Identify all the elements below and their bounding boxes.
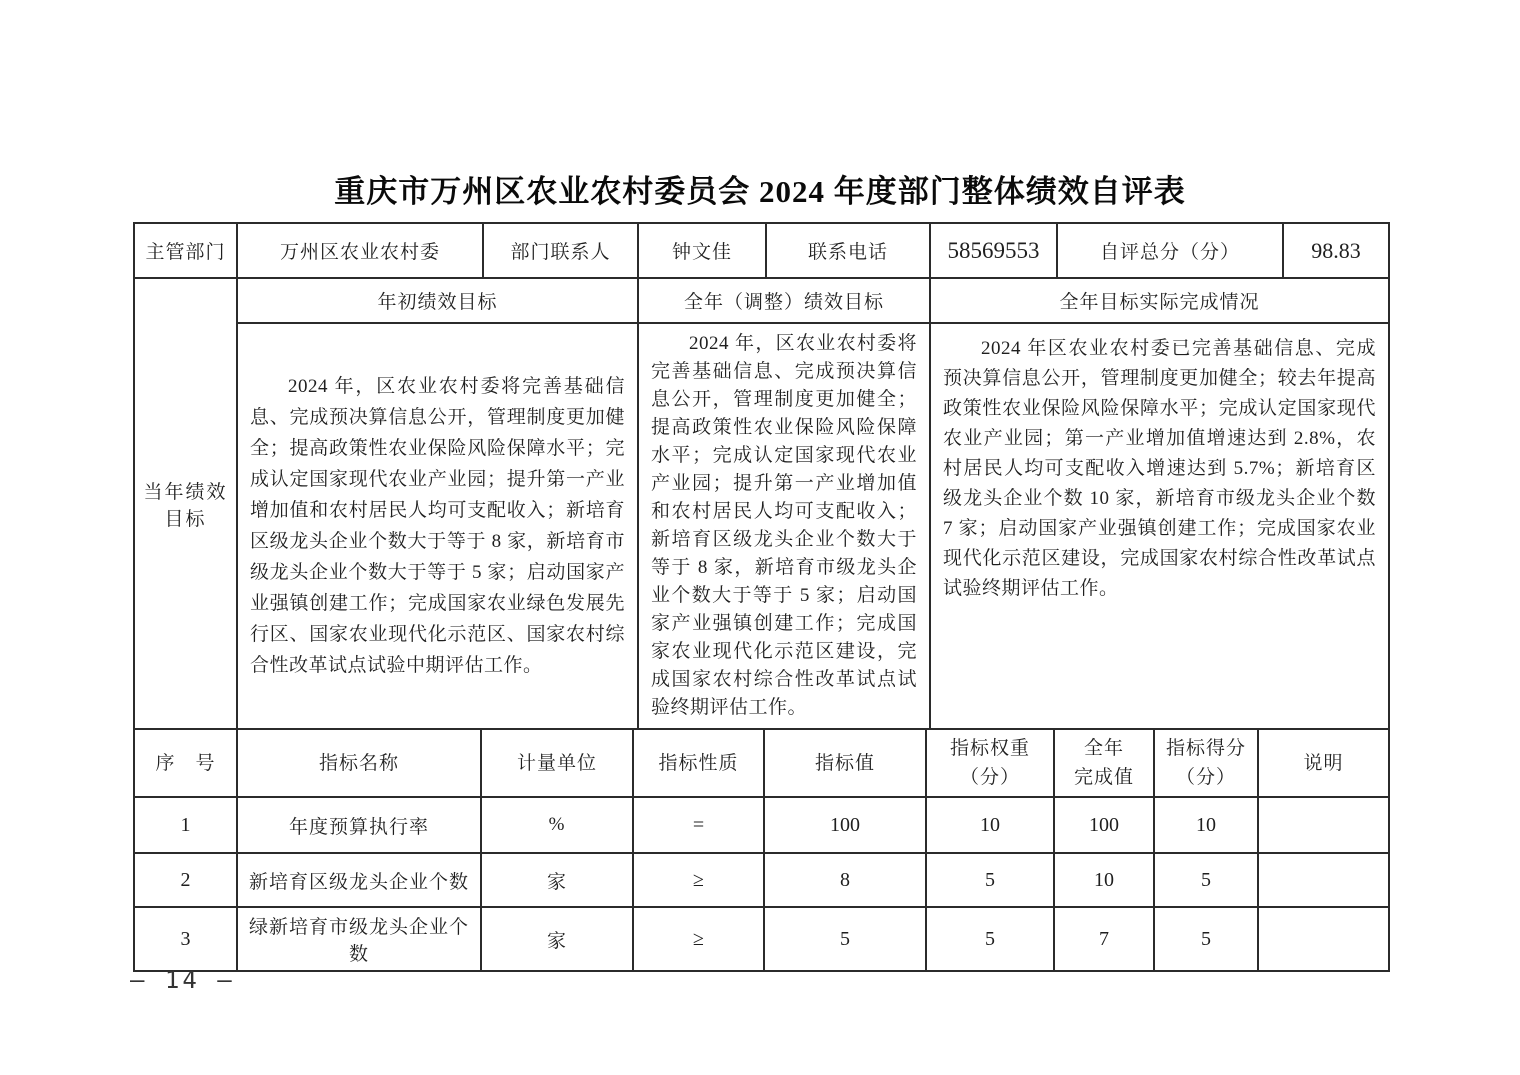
header-unit: 计量单位 bbox=[481, 729, 633, 797]
goals-col1-header: 年初绩效目标 bbox=[237, 278, 638, 323]
indicators-table bbox=[133, 728, 1390, 972]
header-target-value: 指标值 bbox=[764, 729, 926, 797]
goals-col2-text-cell bbox=[638, 323, 930, 729]
row3-nature: ≥ bbox=[633, 907, 764, 971]
row1-seq: 1 bbox=[134, 797, 237, 853]
info-row bbox=[134, 223, 1389, 278]
dept-value: 万州区农业农村委 bbox=[237, 223, 483, 278]
goals-col2-header: 全年（调整）绩效目标 bbox=[638, 278, 930, 323]
contact-value: 钟文佳 bbox=[638, 223, 766, 278]
info-table bbox=[133, 222, 1390, 279]
header-seq: 序 号 bbox=[134, 729, 237, 797]
row3-weight: 5 bbox=[926, 907, 1054, 971]
header-score bbox=[1154, 729, 1258, 797]
goals-col3-header: 全年目标实际完成情况 bbox=[930, 278, 1389, 323]
row3-score: 5 bbox=[1154, 907, 1258, 971]
row3-unit: 家 bbox=[481, 907, 633, 971]
header-annual-line1: 全年 bbox=[1083, 738, 1124, 759]
row2-name: 新培育区级龙头企业个数 bbox=[237, 853, 481, 907]
indicator-row-3 bbox=[134, 907, 1389, 971]
header-indicator-name: 指标名称 bbox=[237, 729, 481, 797]
row2-annual: 10 bbox=[1054, 853, 1154, 907]
indicator-row-2 bbox=[134, 853, 1389, 907]
row3-annual: 7 bbox=[1054, 907, 1154, 971]
row1-note bbox=[1258, 797, 1389, 853]
row3-name: 绿新培育市级龙头企业个数 bbox=[237, 907, 481, 971]
initial-goal-text: 2024 年，区农业农村委将完善基础信息、完成预决算信息公开，管理制度更加健全；提高政策性农业保险风险保障水平；完成认定国家现代农业产业园；提升第一产业增加值和农村居民人均可支配收入；新培育区级龙头企业个数大于等于 8 家，新培育市级龙头企业个数大于等于 5 家；启动国家产业强镇创建工作；完成国家农业绿色发展先行区、国家农业现代化示范区、国家农村综合性改革试点试验中期评估工作。 bbox=[250, 376, 625, 676]
header-note: 说明 bbox=[1258, 729, 1389, 797]
score-value: 98.83 bbox=[1283, 223, 1389, 278]
row1-target: 100 bbox=[764, 797, 926, 853]
row2-seq: 2 bbox=[134, 853, 237, 907]
row3-seq: 3 bbox=[134, 907, 237, 971]
row2-weight: 5 bbox=[926, 853, 1054, 907]
row2-nature: ≥ bbox=[633, 853, 764, 907]
phone-label: 联系电话 bbox=[766, 223, 930, 278]
goals-row-label: 当年绩效目标 bbox=[134, 278, 237, 729]
row1-weight: 10 bbox=[926, 797, 1054, 853]
row2-unit: 家 bbox=[481, 853, 633, 907]
goals-col3-text-cell bbox=[930, 323, 1389, 729]
goals-text-row bbox=[134, 323, 1389, 729]
header-weight-line1: 指标权重 bbox=[949, 738, 1030, 759]
indicators-header-row bbox=[134, 729, 1389, 797]
header-nature: 指标性质 bbox=[633, 729, 764, 797]
adjusted-goal-text: 2024 年，区农业农村委将完善基础信息、完成预决算信息公开，管理制度更加健全；提高政策性农业保险风险保障水平；完成认定国家现代农业产业园；提升第一产业增加值和农村居民人均可支配收入；新培育区级龙头企业个数大于等于 8 家，新培育市级龙头企业个数大于等于 5 家；启动国家产业强镇创建工作；完成国家农业现代化示范区建设，完成国家农村综合性改革试点试验终期评估工作。 bbox=[651, 333, 917, 718]
phone-value: 58569553 bbox=[930, 223, 1057, 278]
actual-completion-text: 2024 年区农业农村委已完善基础信息、完成预决算信息公开，管理制度更加健全；较去年提高政策性农业保险风险保障水平；完成认定国家现代农业产业园；第一产业增加值增速达到 2.8%，农村居民人均可支配收入增速达到 5.7%；新培育区级龙头企业个数 10 家，新培育市级龙头企业个数 7 家；启动国家产业强镇创建工作；完成国家农业现代化示范区建设，完成国家农村综合性改革试点试验终期评估工作。 bbox=[943, 338, 1376, 599]
goals-table bbox=[133, 277, 1390, 730]
self-evaluation-table bbox=[133, 222, 1388, 972]
row2-note bbox=[1258, 853, 1389, 907]
score-label: 自评总分（分） bbox=[1057, 223, 1283, 278]
page-number: – 14 – bbox=[130, 966, 235, 994]
row1-nature: = bbox=[633, 797, 764, 853]
header-weight-line2: （分） bbox=[959, 767, 1020, 788]
header-score-line1: 指标得分 bbox=[1165, 738, 1246, 759]
header-score-line2: （分） bbox=[1175, 767, 1236, 788]
row1-unit: % bbox=[481, 797, 633, 853]
contact-label: 部门联系人 bbox=[483, 223, 638, 278]
row1-score: 10 bbox=[1154, 797, 1258, 853]
row3-note bbox=[1258, 907, 1389, 971]
row1-annual: 100 bbox=[1054, 797, 1154, 853]
header-annual-value bbox=[1054, 729, 1154, 797]
header-weight bbox=[926, 729, 1054, 797]
row2-target: 8 bbox=[764, 853, 926, 907]
header-annual-line2: 完成值 bbox=[1073, 767, 1134, 788]
row1-name: 年度预算执行率 bbox=[237, 797, 481, 853]
dept-label: 主管部门 bbox=[134, 223, 237, 278]
indicator-row-1 bbox=[134, 797, 1389, 853]
goals-header-row bbox=[134, 278, 1389, 323]
page-title: 重庆市万州区农业农村委员会 2024 年度部门整体绩效自评表 bbox=[334, 174, 1186, 209]
goals-col1-text-cell bbox=[237, 323, 638, 729]
row3-target: 5 bbox=[764, 907, 926, 971]
row2-score: 5 bbox=[1154, 853, 1258, 907]
